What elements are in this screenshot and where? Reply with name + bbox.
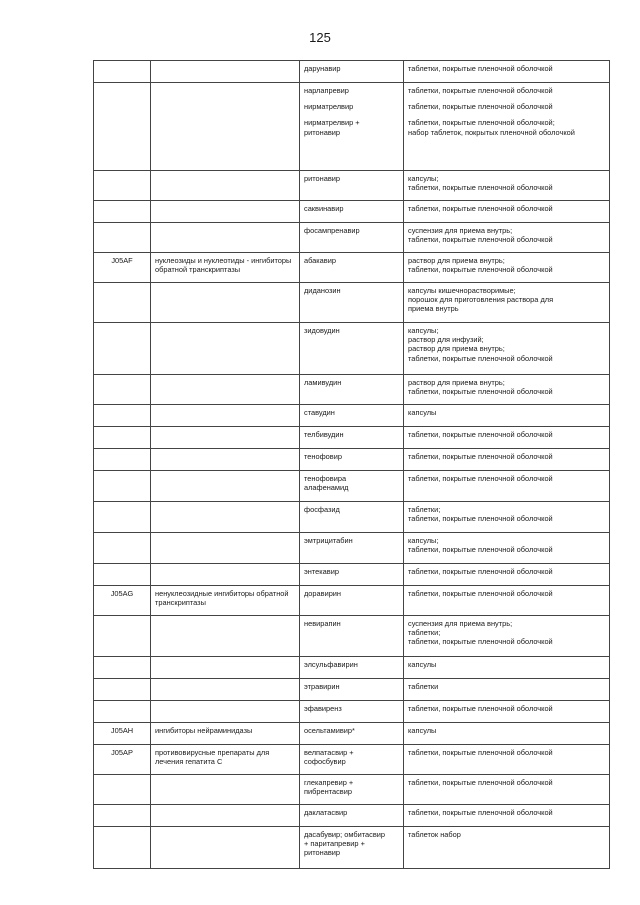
drug-name-line: фосампренавир bbox=[304, 226, 360, 235]
atc-code-cell bbox=[94, 375, 151, 405]
table-row bbox=[94, 253, 610, 283]
table-row bbox=[94, 657, 610, 679]
table-row bbox=[94, 775, 610, 805]
drug-name-line: софосбувир bbox=[304, 757, 346, 767]
table-row bbox=[94, 405, 610, 427]
atc-code-cell bbox=[94, 171, 151, 201]
dosage-form-line: капсулы; bbox=[408, 326, 439, 335]
atc-code-cell bbox=[94, 701, 151, 723]
group-name-cell bbox=[151, 657, 300, 679]
drug-name-line: нирматрелвир + bbox=[304, 118, 360, 128]
table-row bbox=[94, 375, 610, 405]
drug-name-line: алафенамид bbox=[304, 483, 349, 493]
dosage-form-line: таблетки, покрытые пленочной оболочкой bbox=[408, 778, 553, 787]
drug-name-line: пибрентасвир bbox=[304, 787, 352, 797]
table-row bbox=[94, 564, 610, 586]
dosage-form-cell bbox=[404, 679, 610, 701]
dosage-form-line: набор таблеток, покрытых пленочной оболочкой bbox=[408, 127, 575, 137]
dosage-form-cell bbox=[404, 657, 610, 679]
dosage-form-line: таблетки, покрытые пленочной оболочкой bbox=[408, 704, 553, 713]
atc-code-cell bbox=[94, 564, 151, 586]
dosage-form-cell bbox=[404, 253, 610, 283]
table-row bbox=[94, 323, 610, 375]
dosage-form-line: порошок для приготовления раствора для bbox=[408, 295, 554, 305]
dosage-form-cell bbox=[404, 427, 610, 449]
atc-code-cell: J05AG bbox=[94, 586, 151, 616]
group-name-cell bbox=[151, 449, 300, 471]
dosage-form-cell bbox=[404, 805, 610, 827]
dosage-form-cell bbox=[404, 564, 610, 586]
dosage-form-cell bbox=[404, 405, 610, 427]
drug-name-line: нарлапревир bbox=[304, 86, 349, 95]
dosage-form-cell bbox=[404, 283, 610, 323]
dosage-form-line: таблетки, покрытые пленочной оболочкой bbox=[408, 235, 553, 245]
group-name-cell bbox=[151, 502, 300, 533]
dosage-form-line: таблетки, покрытые пленочной оболочкой bbox=[408, 567, 553, 576]
drug-name-cell bbox=[300, 533, 404, 564]
atc-code-cell bbox=[94, 405, 151, 427]
group-name-cell bbox=[151, 701, 300, 723]
drug-name-line: энтекавир bbox=[304, 567, 339, 576]
dosage-form-line: таблетки; bbox=[408, 505, 441, 514]
dosage-form-line: таблетки bbox=[408, 682, 439, 691]
group-name-cell bbox=[151, 679, 300, 701]
atc-code-cell bbox=[94, 201, 151, 223]
atc-code-cell bbox=[94, 323, 151, 375]
dosage-form-line: таблетки, покрытые пленочной оболочкой; bbox=[408, 118, 555, 128]
dosage-form-cell bbox=[404, 745, 610, 775]
group-name-cell bbox=[151, 283, 300, 323]
drug-name-line: + паритапревир + bbox=[304, 839, 365, 849]
table-row bbox=[94, 171, 610, 201]
drug-name-line: фосфазид bbox=[304, 505, 340, 514]
drug-name-cell bbox=[300, 471, 404, 502]
atc-code-cell: J05AF bbox=[94, 253, 151, 283]
drug-name-line: даклатасвир bbox=[304, 808, 348, 817]
drug-name-cell bbox=[300, 427, 404, 449]
group-name-cell bbox=[151, 616, 300, 657]
drug-name-cell bbox=[300, 253, 404, 283]
drug-name-cell bbox=[300, 405, 404, 427]
dosage-form-line: капсулы bbox=[408, 660, 437, 669]
drug-name-line: ритонавир bbox=[304, 174, 341, 183]
table-row bbox=[94, 223, 610, 253]
dosage-form-line: таблетки, покрытые пленочной оболочкой bbox=[408, 430, 553, 439]
table-row bbox=[94, 679, 610, 701]
atc-code-cell bbox=[94, 223, 151, 253]
dosage-form-line: таблетки, покрытые пленочной оболочкой bbox=[408, 808, 553, 817]
group-name-cell bbox=[151, 83, 300, 171]
drug-name-cell bbox=[300, 201, 404, 223]
atc-code-cell bbox=[94, 775, 151, 805]
dosage-form-cell bbox=[404, 827, 610, 869]
dosage-form-cell bbox=[404, 61, 610, 83]
drug-name-line: тенофовир bbox=[304, 452, 342, 461]
dosage-form-cell bbox=[404, 616, 610, 657]
drug-name-line: ламивудин bbox=[304, 378, 342, 387]
dosage-form-line: таблетки, покрытые пленочной оболочкой bbox=[408, 637, 553, 647]
drug-name-cell bbox=[300, 61, 404, 83]
group-name-cell bbox=[151, 323, 300, 375]
drug-name-cell bbox=[300, 657, 404, 679]
dosage-form-cell bbox=[404, 586, 610, 616]
drug-name-line: эмтрицитабин bbox=[304, 536, 353, 545]
dosage-form-cell bbox=[404, 775, 610, 805]
dosage-form-line: таблетки, покрытые пленочной оболочкой bbox=[408, 748, 553, 757]
group-name-cell: нуклеозиды и нуклеотиды - ингибиторы обратной транскриптазы bbox=[151, 253, 300, 283]
drug-name-line: элсульфавирин bbox=[304, 660, 358, 669]
atc-code-cell bbox=[94, 83, 151, 171]
dosage-form-line: капсулы; bbox=[408, 174, 439, 183]
group-name-cell: ингибиторы нейраминидазы bbox=[151, 723, 300, 745]
drug-name-cell bbox=[300, 827, 404, 869]
drug-name-line: ставудин bbox=[304, 408, 335, 417]
dosage-form-cell bbox=[404, 83, 610, 171]
dosage-form-cell bbox=[404, 223, 610, 253]
atc-code-cell bbox=[94, 533, 151, 564]
drug-name-cell bbox=[300, 723, 404, 745]
drug-name-cell bbox=[300, 701, 404, 723]
dosage-form-cell bbox=[404, 323, 610, 375]
table-row bbox=[94, 533, 610, 564]
atc-code-cell bbox=[94, 657, 151, 679]
table-row bbox=[94, 61, 610, 83]
dosage-form-line: раствор для инфузий; bbox=[408, 335, 484, 345]
dosage-form-line: таблетки, покрытые пленочной оболочкой bbox=[408, 474, 553, 483]
drug-name-line: велпатасвир + bbox=[304, 748, 354, 757]
dosage-form-cell bbox=[404, 201, 610, 223]
group-name-cell bbox=[151, 201, 300, 223]
table-row bbox=[94, 427, 610, 449]
drug-name-cell bbox=[300, 171, 404, 201]
group-name-cell: противовирусные препараты для лечения гепатита C bbox=[151, 745, 300, 775]
drug-name-cell bbox=[300, 564, 404, 586]
drug-name-line: осельтамивир* bbox=[304, 726, 355, 735]
atc-code-cell: J05AP bbox=[94, 745, 151, 775]
table-row bbox=[94, 283, 610, 323]
dosage-form-line: таблетки, покрытые пленочной оболочкой bbox=[408, 183, 553, 193]
group-name-cell bbox=[151, 471, 300, 502]
dosage-form-line: капсулы; bbox=[408, 536, 439, 545]
group-name-cell bbox=[151, 805, 300, 827]
dosage-form-line: суспензия для приема внутрь; bbox=[408, 619, 513, 628]
table-row bbox=[94, 805, 610, 827]
atc-code-cell: J05AH bbox=[94, 723, 151, 745]
table-row bbox=[94, 745, 610, 775]
group-name-cell bbox=[151, 61, 300, 83]
table-row bbox=[94, 201, 610, 223]
dosage-form-line: капсулы кишечнорастворимые; bbox=[408, 286, 516, 295]
drug-name-line: эфавиренз bbox=[304, 704, 342, 713]
dosage-form-line: приема внутрь bbox=[408, 304, 459, 314]
drug-name-cell bbox=[300, 616, 404, 657]
drug-name-cell bbox=[300, 283, 404, 323]
group-name-cell bbox=[151, 375, 300, 405]
atc-code-cell bbox=[94, 283, 151, 323]
drug-name-line: саквинавир bbox=[304, 204, 344, 213]
group-name-cell bbox=[151, 223, 300, 253]
drug-name-line: тенофовира bbox=[304, 474, 347, 483]
dosage-form-line: таблетки, покрытые пленочной оболочкой bbox=[408, 545, 553, 555]
dosage-form-line: таблетки, покрытые пленочной оболочкой bbox=[408, 387, 553, 397]
atc-code-cell bbox=[94, 427, 151, 449]
atc-code-cell bbox=[94, 471, 151, 502]
dosage-form-line: раствор для приема внутрь; bbox=[408, 256, 505, 265]
table-row bbox=[94, 586, 610, 616]
table-row bbox=[94, 616, 610, 657]
dosage-form-line: таблетки, покрытые пленочной оболочкой bbox=[408, 589, 553, 598]
dosage-form-line: таблетки, покрытые пленочной оболочкой bbox=[408, 514, 553, 524]
dosage-form-line: раствор для приема внутрь; bbox=[408, 344, 505, 354]
drug-name-line: телбивудин bbox=[304, 430, 344, 439]
group-name-cell bbox=[151, 427, 300, 449]
dosage-form-line: раствор для приема внутрь; bbox=[408, 378, 505, 387]
group-name-cell bbox=[151, 775, 300, 805]
drug-name-line: диданозин bbox=[304, 286, 341, 295]
drug-name-line: дасабувир; омбитасвир bbox=[304, 830, 386, 839]
drug-name-cell bbox=[300, 745, 404, 775]
dosage-form-cell bbox=[404, 375, 610, 405]
drug-name-line: ритонавир bbox=[304, 127, 341, 137]
table-row bbox=[94, 502, 610, 533]
atc-code-cell bbox=[94, 679, 151, 701]
group-name-cell bbox=[151, 405, 300, 427]
dosage-form-cell bbox=[404, 449, 610, 471]
drug-name-cell bbox=[300, 586, 404, 616]
dosage-form-cell bbox=[404, 471, 610, 502]
dosage-form-line: таблетки, покрытые пленочной оболочкой bbox=[408, 265, 553, 275]
group-name-cell bbox=[151, 533, 300, 564]
atc-code-cell bbox=[94, 827, 151, 869]
dosage-form-line: таблетки; bbox=[408, 628, 441, 638]
dosage-form-line: капсулы bbox=[408, 726, 437, 735]
drug-name-line: ритонавир bbox=[304, 848, 341, 858]
dosage-form-line: таблеток набор bbox=[408, 830, 461, 839]
drug-name-cell bbox=[300, 83, 404, 171]
table-row bbox=[94, 827, 610, 869]
atc-code-cell bbox=[94, 449, 151, 471]
dosage-form-cell bbox=[404, 171, 610, 201]
group-name-cell bbox=[151, 827, 300, 869]
dosage-form-cell bbox=[404, 701, 610, 723]
dosage-form-cell bbox=[404, 533, 610, 564]
table-row bbox=[94, 83, 610, 171]
drug-name-line: дарунавир bbox=[304, 64, 341, 73]
atc-code-cell bbox=[94, 502, 151, 533]
drug-name-line: невирапин bbox=[304, 619, 341, 628]
table-body bbox=[94, 61, 610, 869]
dosage-form-line: суспензия для приема внутрь; bbox=[408, 226, 513, 235]
group-name-cell bbox=[151, 564, 300, 586]
atc-code-cell bbox=[94, 61, 151, 83]
dosage-form-line: таблетки, покрытые пленочной оболочкой bbox=[408, 204, 553, 213]
dosage-form-line: капсулы bbox=[408, 408, 437, 417]
drug-name-cell bbox=[300, 449, 404, 471]
page-number: 125 bbox=[309, 30, 331, 45]
dosage-form-line: таблетки, покрытые пленочной оболочкой bbox=[408, 452, 553, 461]
drug-table bbox=[93, 60, 610, 869]
table-row bbox=[94, 471, 610, 502]
atc-code-cell bbox=[94, 616, 151, 657]
drug-name-cell bbox=[300, 502, 404, 533]
table-row bbox=[94, 449, 610, 471]
group-name-cell: ненуклеозидные ингибиторы обратной транскриптазы bbox=[151, 586, 300, 616]
dosage-form-cell bbox=[404, 723, 610, 745]
atc-code-cell bbox=[94, 805, 151, 827]
dosage-form-cell bbox=[404, 502, 610, 533]
drug-name-line: зидовудин bbox=[304, 326, 340, 335]
drug-name-cell bbox=[300, 375, 404, 405]
dosage-form-line: таблетки, покрытые пленочной оболочкой bbox=[408, 86, 553, 95]
drug-name-cell bbox=[300, 223, 404, 253]
drug-name-line: глекапревир + bbox=[304, 778, 354, 787]
drug-name-cell bbox=[300, 323, 404, 375]
drug-name-line: этравирин bbox=[304, 682, 340, 691]
dosage-form-line: таблетки, покрытые пленочной оболочкой bbox=[408, 353, 553, 363]
dosage-form-line: таблетки, покрытые пленочной оболочкой bbox=[408, 64, 553, 73]
dosage-form-line: таблетки, покрытые пленочной оболочкой bbox=[408, 102, 553, 112]
drug-name-line: абакавир bbox=[304, 256, 336, 265]
drug-name-cell bbox=[300, 775, 404, 805]
group-name-cell bbox=[151, 171, 300, 201]
drug-name-cell bbox=[300, 805, 404, 827]
drug-name-line: доравирин bbox=[304, 589, 342, 598]
table-row bbox=[94, 723, 610, 745]
table-row bbox=[94, 701, 610, 723]
drug-name-line: нирматрелвир bbox=[304, 102, 354, 112]
drug-name-cell bbox=[300, 679, 404, 701]
